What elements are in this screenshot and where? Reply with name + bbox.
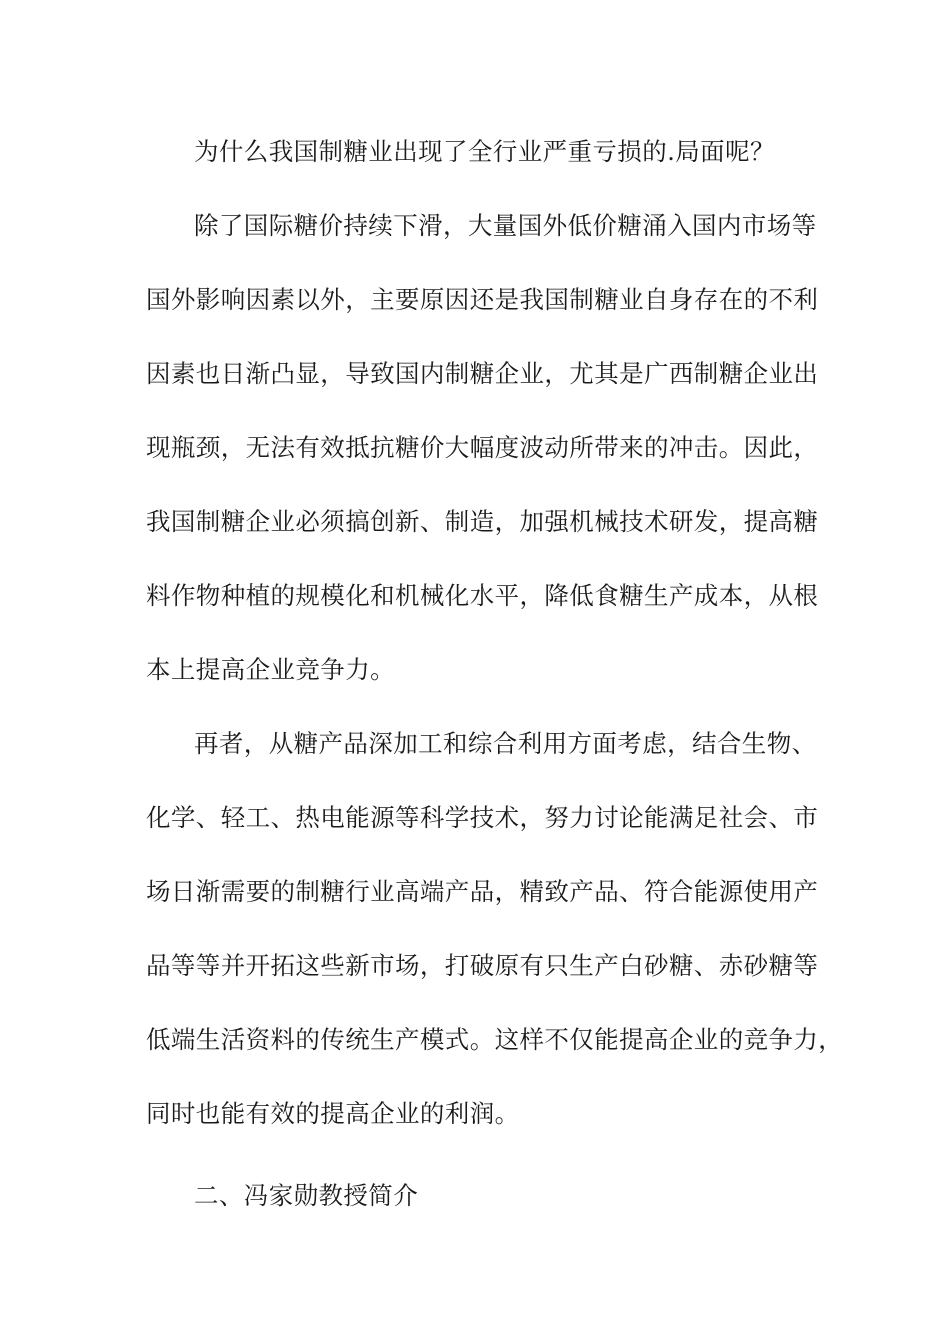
paragraph-line: 品等等并开拓这些新市场，打破原有只生产白砂糖、赤砂糖等	[146, 951, 819, 980]
paragraph-line: 我国制糖企业必须搞创新、制造，加强机械技术研发，提高糖	[146, 507, 819, 536]
paragraph-line: 场日渐需要的制糖行业高端产品，精致产品、符合能源使用产	[146, 877, 819, 906]
paragraph-line: 化学、轻工、热电能源等科学技术，努力讨论能满足社会、市	[146, 803, 819, 832]
section-heading: 二、冯家勋教授简介	[194, 1181, 419, 1210]
paragraph-line: 现瓶颈，无法有效抵抗糖价大幅度波动所带来的冲击。因此，	[146, 433, 819, 462]
paragraph-line: 同时也能有效的提高企业的利润。	[146, 1099, 520, 1128]
paragraph-line: 低端生活资料的传统生产模式。这样不仅能提高企业的竞争力，	[146, 1025, 844, 1054]
paragraph-line: 再者，从糖产品深加工和综合利用方面考虑，结合生物、	[194, 729, 817, 758]
paragraph-line: 国外影响因素以外，主要原因还是我国制糖业自身存在的不利	[146, 285, 819, 314]
paragraph-line: 除了国际糖价持续下滑，大量国外低价糖涌入国内市场等	[194, 211, 817, 240]
question-line: 为什么我国制糖业出现了全行业严重亏损的.局面呢？	[194, 137, 775, 166]
paragraph-line: 料作物种植的规模化和机械化水平，降低食糖生产成本，从根	[146, 581, 819, 610]
paragraph-line: 因素也日渐凸显，导致国内制糖企业，尤其是广西制糖企业出	[146, 359, 819, 388]
paragraph-line: 本上提高企业竞争力。	[146, 655, 395, 684]
